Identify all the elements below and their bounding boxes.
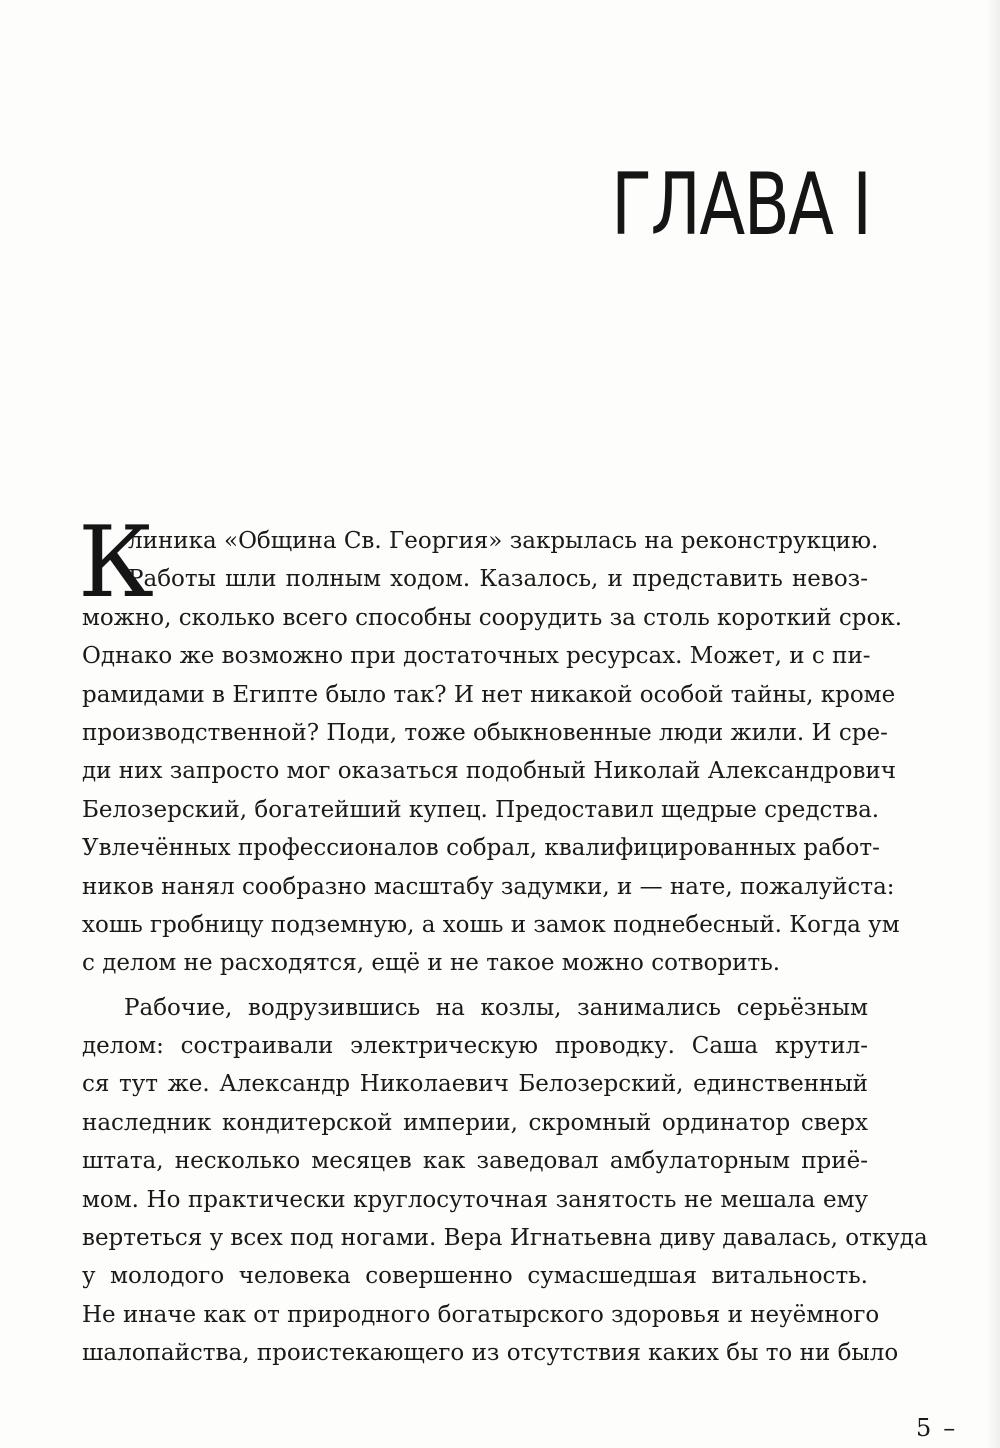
text-line: Работы шли полным ходом. Казалось, и представить невоз- <box>128 566 868 593</box>
text-line: штата, несколько месяцев как заведовал амбулаторным приё- <box>82 1148 868 1175</box>
text-line: с делом не расходятся, ещё и не такое можно сотворить. <box>82 950 781 977</box>
page-edge-shadow <box>986 0 1000 1448</box>
page-number-dash: – <box>943 1414 956 1442</box>
chapter-title: ГЛАВА I <box>610 155 870 255</box>
text-line: ников нанял сообразно масштабу задумки, и — нате, пожалуйста: <box>82 873 895 900</box>
body-text <box>78 506 928 1373</box>
text-line: рамидами в Египте было так? И нет никакой особой тайны, кроме <box>82 681 896 708</box>
text-line: Рабочие, водрузившись на козлы, занимались серьёзным <box>124 994 868 1021</box>
text-line: Белозерский, богатейший купец. Предоставил щедрые средства. <box>82 796 880 823</box>
text-line: можно, сколько всего способны соорудить за столь короткий срок. <box>82 604 903 631</box>
text-line: Увлечённых профессионалов собрал, квалифицированных работ- <box>82 835 880 862</box>
text-line: вертеться у всех под ногами. Вера Игнатьевна диву давалась, откуда <box>82 1225 928 1252</box>
text-line: Однако же возможно при достаточных ресурсах. Может, и с пи- <box>82 643 871 670</box>
text-line: производственной? Поди, тоже обыкновенные люди жили. И сре- <box>82 719 888 746</box>
drop-cap-letter: К <box>78 506 154 620</box>
text-line: делом: состраивали электрическую проводку. Саша крутил- <box>82 1033 868 1060</box>
text-line: линика «Община Св. Георгия» закрылась на реконструкцию. <box>128 528 879 554</box>
paragraph-1 <box>78 506 903 983</box>
paragraph-2 <box>82 989 928 1373</box>
text-line: наследник кондитерской империи, скромный ординатор сверх <box>82 1109 868 1136</box>
text-line: шалопайства, проистекающего из отсутствия каких бы то ни было <box>82 1340 899 1367</box>
text-line: ди них запросто мог оказаться подобный Николай Александрович <box>82 758 896 785</box>
text-line: мом. Но практически круглосуточная занятость не мешала ему <box>82 1186 868 1213</box>
text-line: Не иначе как от природного богатырского здоровья и неуёмного <box>82 1301 880 1328</box>
page-number-value: 5 <box>916 1414 932 1442</box>
text-line: хошь гробницу подземную, а хошь и замок поднебесный. Когда ум <box>82 911 900 938</box>
text-line: ся тут же. Александр Николаевич Белозерский, единственный <box>82 1071 868 1098</box>
text-line: у молодого человека совершенно сумасшедшая витальность. <box>82 1263 868 1290</box>
page-number <box>916 1416 955 1440</box>
